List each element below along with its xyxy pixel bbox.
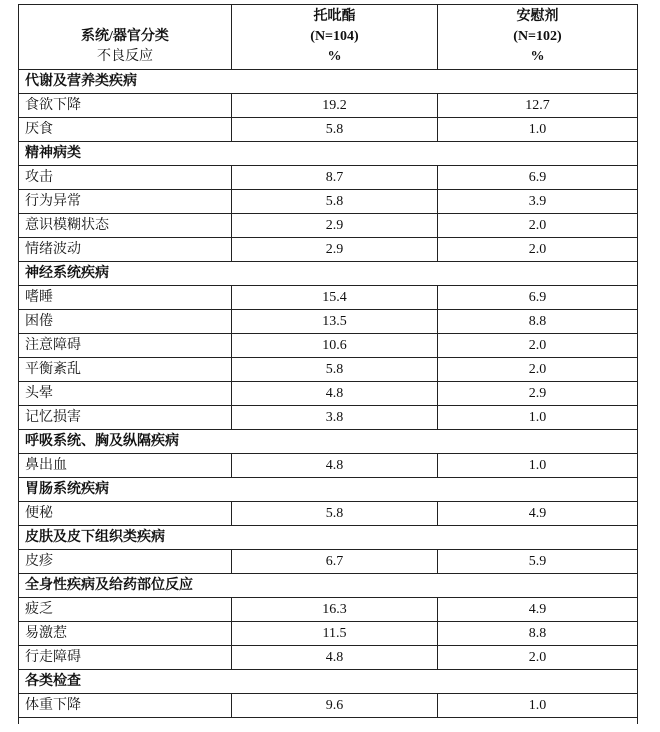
reaction-cell: 体重下降 — [19, 694, 232, 718]
reaction-cell: 嗜睡 — [19, 286, 232, 310]
placebo-value: 8.8 — [438, 622, 638, 646]
category-row — [19, 430, 638, 454]
placebo-value: 12.7 — [438, 94, 638, 118]
placebo-value: 1.0 — [438, 118, 638, 142]
placebo-value: 1.0 — [438, 694, 638, 718]
reaction-cell: 注意障碍 — [19, 334, 232, 358]
topiramate-value: 11.5 — [232, 622, 438, 646]
reaction-cell: 平衡紊乱 — [19, 358, 232, 382]
table-row — [19, 454, 638, 478]
reaction-cell: 行走障碍 — [19, 646, 232, 670]
topiramate-value: 13.5 — [232, 310, 438, 334]
table-row — [19, 382, 638, 406]
topiramate-value: 8.7 — [232, 166, 438, 190]
category-row — [19, 526, 638, 550]
topiramate-value: 16.3 — [232, 598, 438, 622]
header-col2-unit: % — [327, 49, 342, 64]
category-label: 呼吸系统、胸及纵隔疾病 — [19, 430, 638, 454]
category-label: 代谢及营养类疾病 — [19, 70, 638, 94]
topiramate-value: 3.8 — [232, 406, 438, 430]
category-row — [19, 262, 638, 286]
topiramate-value: 19.2 — [232, 94, 438, 118]
header-placebo — [438, 5, 638, 70]
table-row — [19, 358, 638, 382]
placebo-value: 4.9 — [438, 502, 638, 526]
placebo-value: 8.8 — [438, 310, 638, 334]
placebo-value: 2.0 — [438, 238, 638, 262]
header-system-organ-class — [19, 5, 232, 70]
header-col1-title: 系统/器官分类 — [81, 29, 169, 44]
reaction-cell: 行为异常 — [19, 190, 232, 214]
reaction-cell: 头晕 — [19, 382, 232, 406]
topiramate-value: 2.9 — [232, 214, 438, 238]
category-label: 全身性疾病及给药部位反应 — [19, 574, 638, 598]
topiramate-value: 4.8 — [232, 382, 438, 406]
placebo-value: 4.9 — [438, 598, 638, 622]
table-header-row — [19, 5, 638, 70]
table-row — [19, 94, 638, 118]
reaction-cell: 困倦 — [19, 310, 232, 334]
topiramate-value: 4.8 — [232, 646, 438, 670]
reaction-cell: 厌食 — [19, 118, 232, 142]
topiramate-value: 5.8 — [232, 118, 438, 142]
reaction-cell: 皮疹 — [19, 550, 232, 574]
category-label: 胃肠系统疾病 — [19, 478, 638, 502]
topiramate-value: 5.8 — [232, 502, 438, 526]
category-row — [19, 70, 638, 94]
topiramate-value: 4.8 — [232, 454, 438, 478]
table-row — [19, 550, 638, 574]
reaction-cell: 记忆损害 — [19, 406, 232, 430]
topiramate-value: 10.6 — [232, 334, 438, 358]
reaction-cell: 疲乏 — [19, 598, 232, 622]
category-row — [19, 670, 638, 694]
header-col3-unit: % — [530, 49, 545, 64]
table-row — [19, 334, 638, 358]
header-col3-n: (N=102) — [513, 29, 562, 44]
header-col1-sub: 不良反应 — [97, 49, 153, 64]
placebo-value: 5.9 — [438, 550, 638, 574]
table-continuation-row — [19, 718, 638, 725]
category-label: 神经系统疾病 — [19, 262, 638, 286]
table-row — [19, 406, 638, 430]
reaction-cell: 鼻出血 — [19, 454, 232, 478]
table-row — [19, 118, 638, 142]
placebo-value: 1.0 — [438, 406, 638, 430]
table-row — [19, 238, 638, 262]
placebo-value: 2.0 — [438, 214, 638, 238]
category-row — [19, 142, 638, 166]
table-row — [19, 286, 638, 310]
header-col2-name: 托吡酯 — [313, 9, 356, 24]
reaction-cell: 意识模糊状态 — [19, 214, 232, 238]
topiramate-value: 2.9 — [232, 238, 438, 262]
header-col2-n: (N=104) — [310, 29, 359, 44]
reaction-cell: 食欲下降 — [19, 94, 232, 118]
table-row — [19, 166, 638, 190]
placebo-value: 2.0 — [438, 334, 638, 358]
reaction-cell: 便秘 — [19, 502, 232, 526]
topiramate-value: 5.8 — [232, 358, 438, 382]
table-row — [19, 214, 638, 238]
topiramate-value: 5.8 — [232, 190, 438, 214]
topiramate-value: 15.4 — [232, 286, 438, 310]
table-row — [19, 502, 638, 526]
category-row — [19, 478, 638, 502]
table-row — [19, 694, 638, 718]
category-label: 各类检查 — [19, 670, 638, 694]
reaction-cell: 攻击 — [19, 166, 232, 190]
header-topiramate — [232, 5, 438, 70]
table-row — [19, 646, 638, 670]
placebo-value: 3.9 — [438, 190, 638, 214]
placebo-value: 6.9 — [438, 286, 638, 310]
header-col3-name: 安慰剂 — [516, 9, 559, 24]
table-row — [19, 190, 638, 214]
placebo-value: 2.0 — [438, 646, 638, 670]
category-label: 精神病类 — [19, 142, 638, 166]
table-continuation-cell — [19, 718, 638, 725]
table-row — [19, 622, 638, 646]
table-row — [19, 598, 638, 622]
reaction-cell: 情绪波动 — [19, 238, 232, 262]
adverse-reactions-table — [18, 4, 638, 724]
topiramate-value: 9.6 — [232, 694, 438, 718]
table-row — [19, 310, 638, 334]
category-row — [19, 574, 638, 598]
placebo-value: 2.0 — [438, 358, 638, 382]
category-label: 皮肤及皮下组织类疾病 — [19, 526, 638, 550]
placebo-value: 1.0 — [438, 454, 638, 478]
placebo-value: 6.9 — [438, 166, 638, 190]
reaction-cell: 易激惹 — [19, 622, 232, 646]
topiramate-value: 6.7 — [232, 550, 438, 574]
placebo-value: 2.9 — [438, 382, 638, 406]
